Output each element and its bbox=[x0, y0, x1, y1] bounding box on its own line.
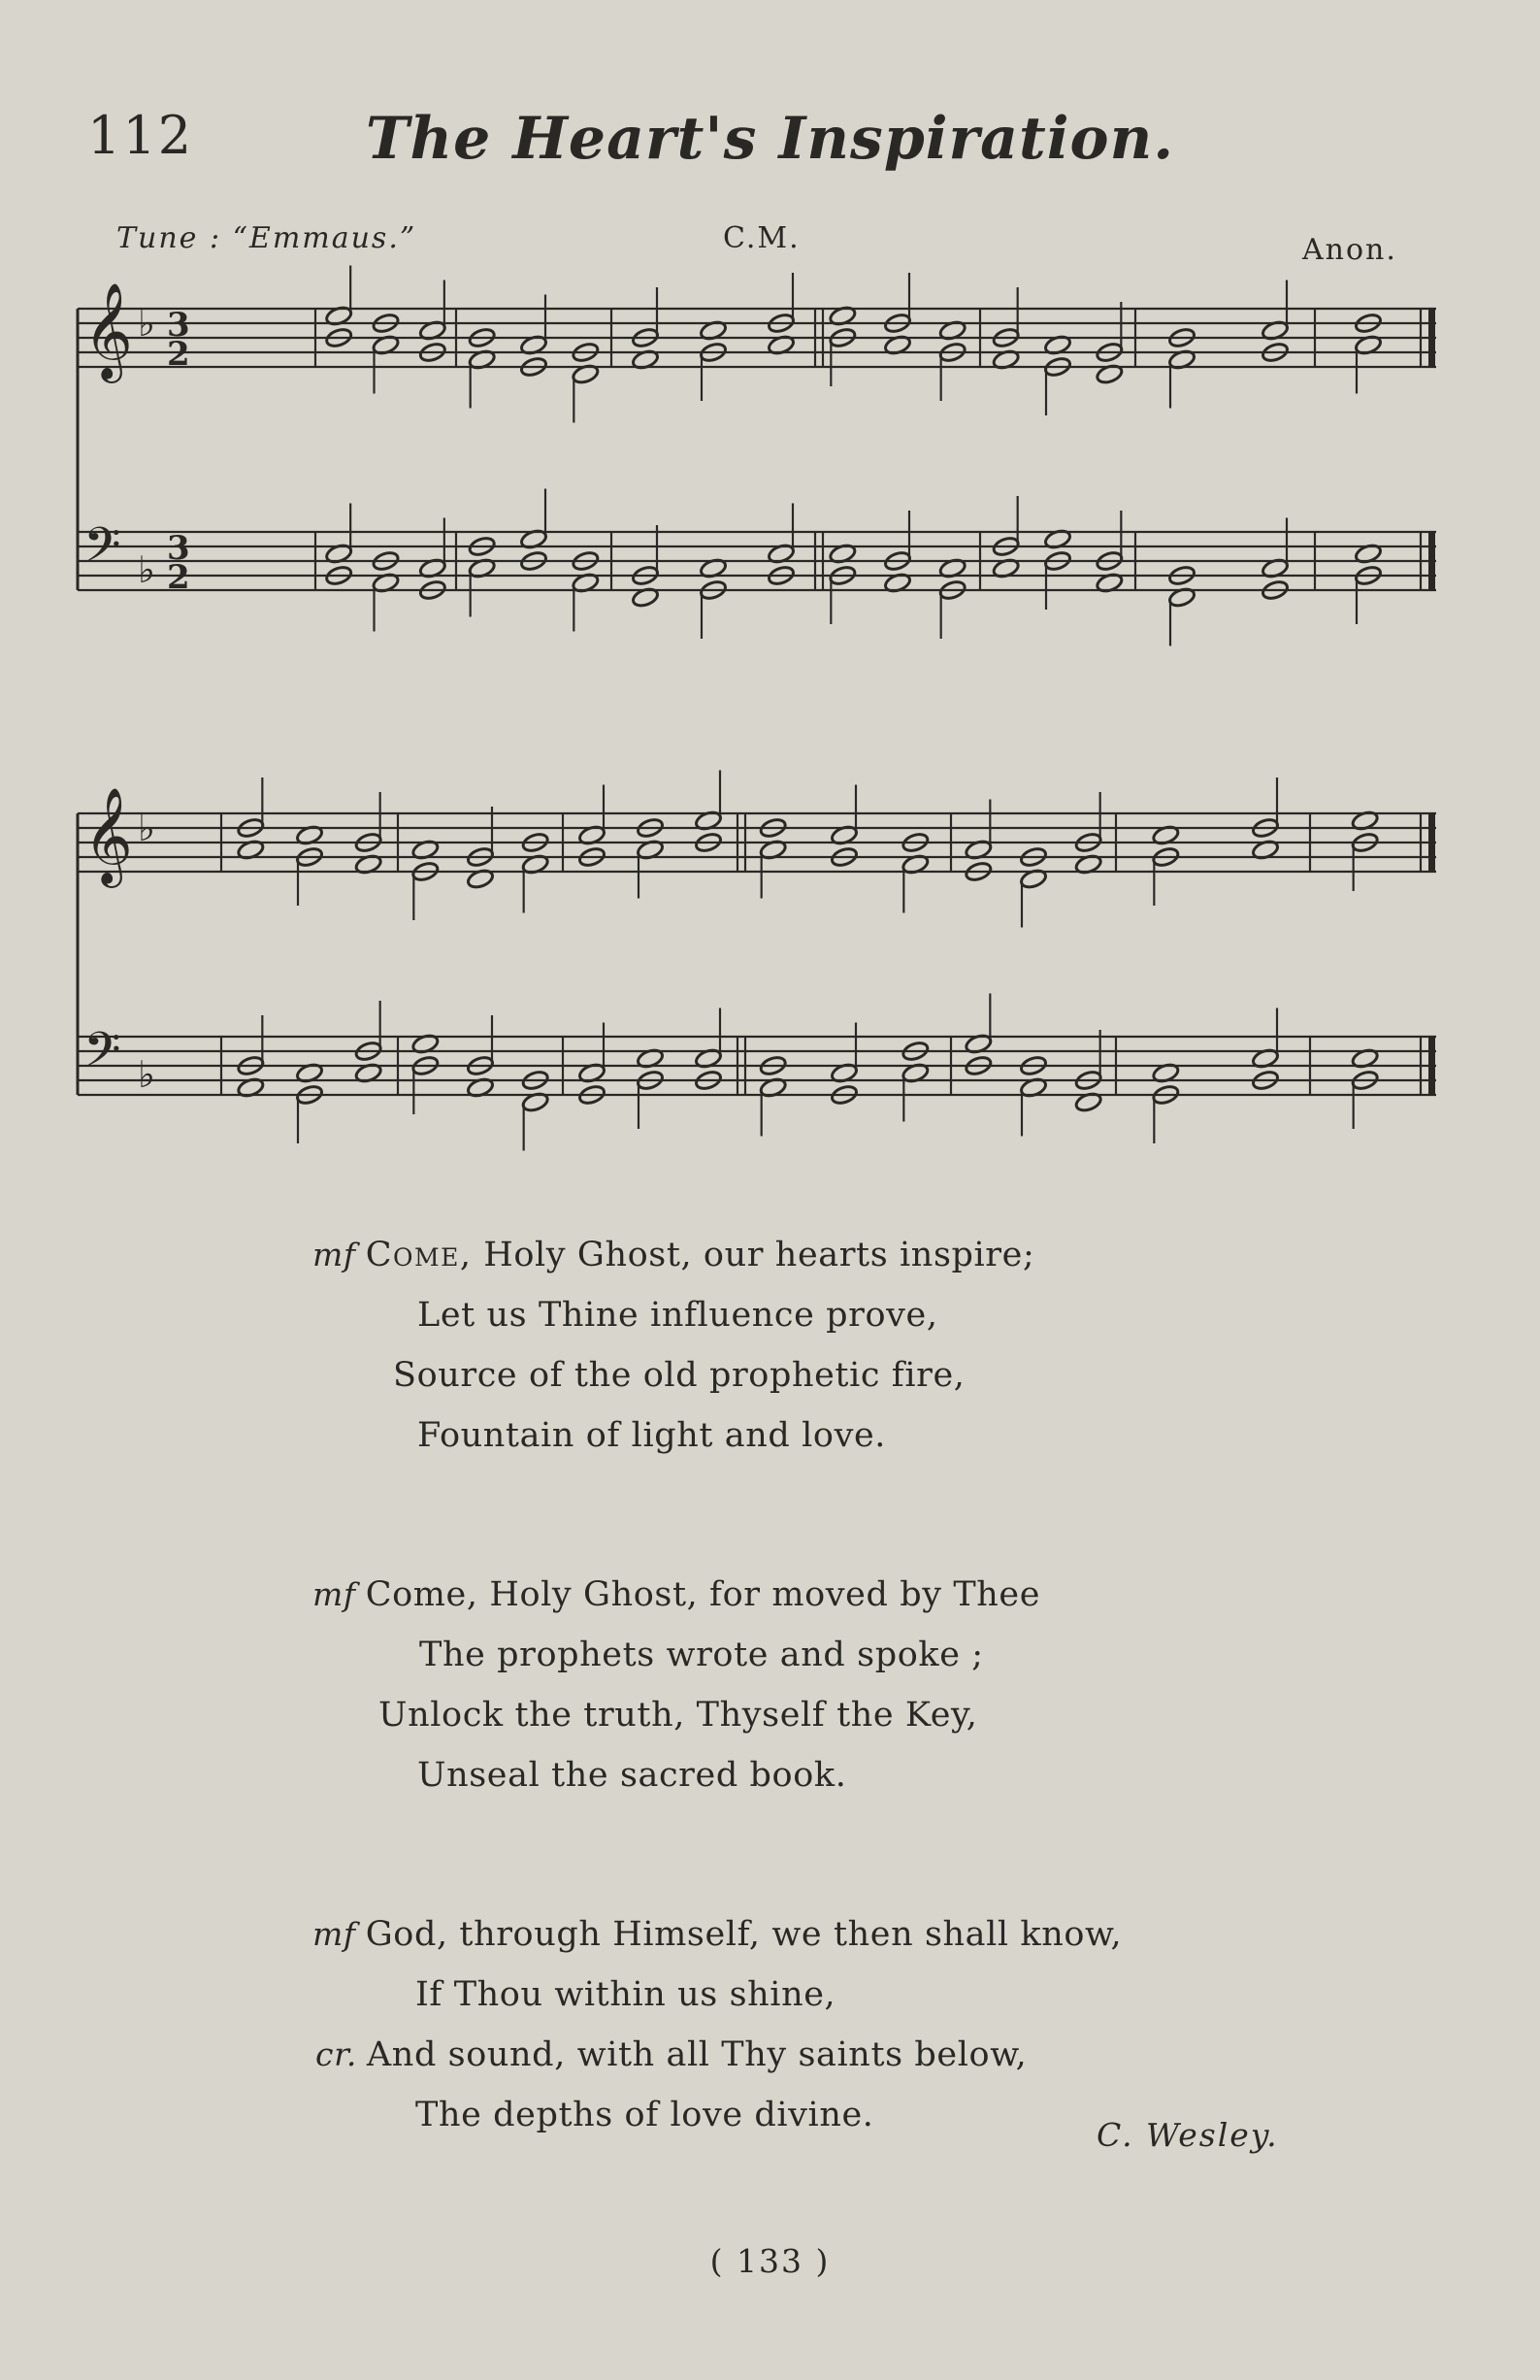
verse-line: Unlock the truth, Thyself the Key, bbox=[378, 1696, 978, 1735]
time-signature-top: 3 bbox=[167, 529, 190, 568]
tune-name: Tune : “Emmaus.” bbox=[116, 221, 417, 255]
treble-staff bbox=[78, 771, 1436, 928]
bass-staff bbox=[78, 489, 1436, 646]
verse-line: Let us Thine influence prove, bbox=[417, 1296, 938, 1335]
page-number: ( 133 ) bbox=[709, 2242, 831, 2280]
bass-clef-icon: 𝄢 bbox=[83, 517, 121, 585]
dynamic-marking: cr. bbox=[315, 2035, 357, 2073]
dynamic-marking: mf bbox=[312, 1915, 356, 1953]
music-system-2 bbox=[78, 771, 1436, 1151]
verse-line bbox=[0, 1225, 1540, 1285]
flat-sign-icon: ♭ bbox=[138, 807, 155, 849]
time-signature-bottom: 2 bbox=[167, 558, 190, 597]
first-word: Come, bbox=[365, 1236, 473, 1274]
verse-text: Come, Holy Ghost, for moved by Thee bbox=[365, 1575, 1041, 1614]
treble-staff bbox=[78, 266, 1436, 423]
dynamic-marking: mf bbox=[312, 1236, 356, 1273]
flat-sign-icon: ♭ bbox=[138, 302, 155, 345]
hymn-title: The Heart's Inspiration. bbox=[365, 105, 1175, 173]
flat-sign-icon: ♭ bbox=[138, 1053, 155, 1096]
verse-line: Source of the old prophetic fire, bbox=[393, 1356, 966, 1395]
treble-clef-icon: 𝄞 bbox=[83, 282, 133, 380]
verse-line: Unseal the sacred book. bbox=[417, 1756, 847, 1795]
verse-line: If Thou within us shine, bbox=[415, 1975, 836, 2014]
verse-line: The depths of love divine. bbox=[415, 2096, 874, 2134]
time-signature-top: 3 bbox=[167, 306, 190, 345]
verse-line: Fountain of light and love. bbox=[417, 1416, 887, 1455]
verse-line bbox=[0, 1904, 1540, 1965]
verse-line bbox=[0, 2025, 1540, 2085]
hymn-number: 112 bbox=[87, 105, 194, 166]
dynamic-marking: mf bbox=[312, 1575, 356, 1613]
time-signature-bottom: 2 bbox=[167, 335, 190, 374]
bass-staff bbox=[78, 994, 1436, 1151]
flat-sign-icon: ♭ bbox=[138, 548, 155, 591]
stanza-1 bbox=[0, 1225, 1540, 1466]
stanza-3 bbox=[0, 1904, 1540, 2145]
verse-line: The prophets wrote and spoke ; bbox=[419, 1636, 984, 1674]
treble-clef-icon: 𝄞 bbox=[83, 787, 133, 884]
verse-line bbox=[0, 1565, 1540, 1625]
stanza-2 bbox=[0, 1565, 1540, 1805]
composer: Anon. bbox=[1302, 233, 1397, 267]
meter: C.M. bbox=[723, 221, 801, 255]
bass-clef-icon: 𝄢 bbox=[83, 1022, 121, 1090]
verse-text: And sound, with all Thy saints below, bbox=[366, 2035, 1028, 2074]
author-attribution: C. Wesley. bbox=[1097, 2116, 1279, 2154]
music-system-1 bbox=[78, 266, 1436, 646]
verse-text: God, through Himself, we then shall know, bbox=[365, 1915, 1123, 1954]
hymn-verses bbox=[0, 1225, 1540, 2244]
music-score bbox=[0, 0, 1540, 1165]
verse-text: Holy Ghost, our hearts inspire; bbox=[472, 1236, 1035, 1274]
